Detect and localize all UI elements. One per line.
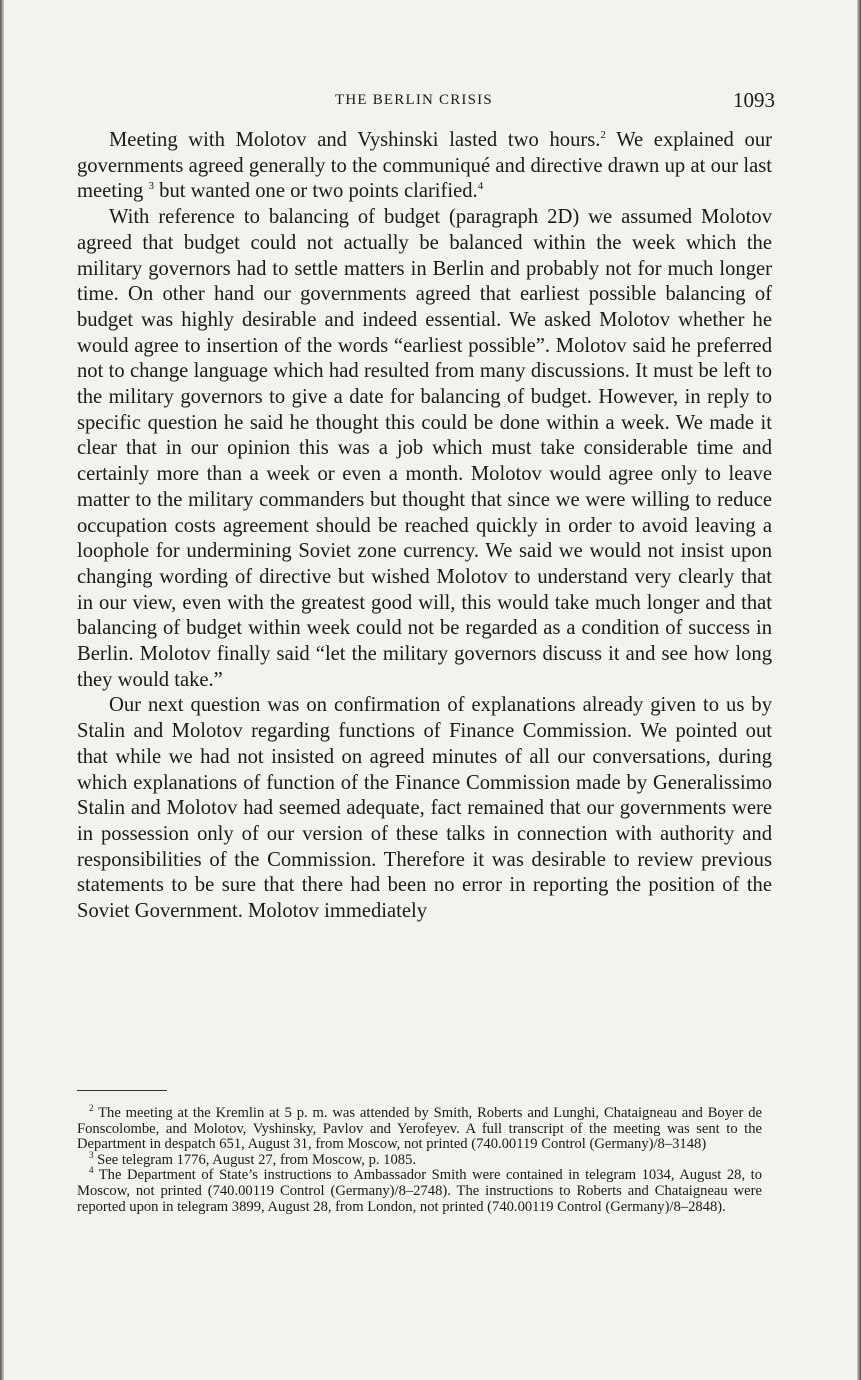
- footnote-ref-2: 2: [600, 129, 606, 142]
- footnote-4-text: The Department of State’s instructions to Ambassador Smith were contained in telegram 1034, August 28, to Moscow, not printed (740.00119 Control (Germany)/8–2748). The instructions to Roberts and Chataigneau were reported upon in telegram 3899, August 28, from London, not printed (740.00119 Control (Germany)/8–2848).: [77, 1167, 762, 1215]
- footnote-mark-2: 2: [89, 1103, 94, 1114]
- paragraph-2: With reference to balancing of budget (paragraph 2D) we assumed Molotov agreed that budget could not actually be balanced within the week which the military governors had to settle matters in Berlin and probably not for much longer time. On other hand our governments agreed that earliest possible balancing of budget was highly desirable and indeed essential. We asked Molotov whether he would agree to insertion of the words “earliest possible”. Molotov said he preferred not to change language which had resulted from many discussions. It must be left to the military governors to give a date for balancing of budget. However, in reply to specific question he said he thought this could be done within a week. We made it clear that in our opinion this was a job which must take considerable time and certainly more than a week or even a month. Molotov would agree only to leave matter to the military commanders but thought that since we were willing to reduce occupation costs agreement should be reached quickly in order to avoid leaving a loophole for undermining Soviet zone currency. We said we would not insist upon changing wording of directive but wished Molotov to understand very clearly that in our view, even with the greatest good will, this would take much longer and that balancing of budget within week could not be regarded as a condition of success in Berlin. Molotov finally said “let the military governors discuss it and see how long they would take.”: [77, 206, 772, 691]
- footnote-ref-4: 4: [477, 180, 484, 193]
- running-head: THE BERLIN CRISIS: [335, 92, 493, 108]
- footnote-4: [77, 1165, 762, 1215]
- footnote-rule: [77, 1090, 167, 1091]
- footnote-2: [77, 1103, 762, 1153]
- footnote-ref-3: 3: [148, 180, 154, 193]
- page-header: [75, 88, 775, 118]
- footnotes: [77, 1103, 762, 1215]
- footnote-3-text: See telegram 1776, August 27, from Moscow, p. 1085.: [97, 1151, 417, 1168]
- footnote-mark-3: 3: [89, 1149, 94, 1160]
- paragraph-1-part-c: but wanted one or two points clarified.: [154, 180, 478, 203]
- page-edge-left: [0, 0, 4, 1380]
- page-number: 1093: [733, 88, 775, 112]
- footnote-2-text: The meeting at the Kremlin at 5 p. m. was attended by Smith, Roberts and Lunghi, Chataigneau and Boyer de Fonscolombe, and Molotov, Vyshinsky, Pavlov and Yerofeyev. A full transcript of the meeting was sent to the Department in despatch 651, August 31, from Moscow, not printed (740.00119 Control (Germany)/8–3148): [77, 1105, 762, 1153]
- main-text: [77, 128, 772, 925]
- paragraph-1: [77, 128, 772, 205]
- paragraph-1-part-a: Meeting with Molotov and Vyshinski lasted two hours.: [109, 129, 601, 151]
- paragraph-1-part-b: We explained our governments agreed generally to the communiqué and directive drawn up at our last meeting: [77, 129, 772, 203]
- paragraph-3: Our next question was on confirmation of explanations already given to us by Stalin and Molotov regarding functions of Finance Commission. We pointed out that while we had not insisted on agreed minutes of all our conversations, during which explanations of function of the Finance Commission made by Generalissimo Stalin and Molotov had seemed adequate, fact remained that our governments were in possession only of our version of these talks in connection with authority and responsibilities of the Commission. Therefore it was desirable to review previous statements to be sure that there had been no error in reporting the position of the Soviet Government. Molotov immediately: [77, 694, 772, 923]
- page-edge-right: [857, 0, 861, 1380]
- footnote-mark-4: 4: [89, 1165, 94, 1176]
